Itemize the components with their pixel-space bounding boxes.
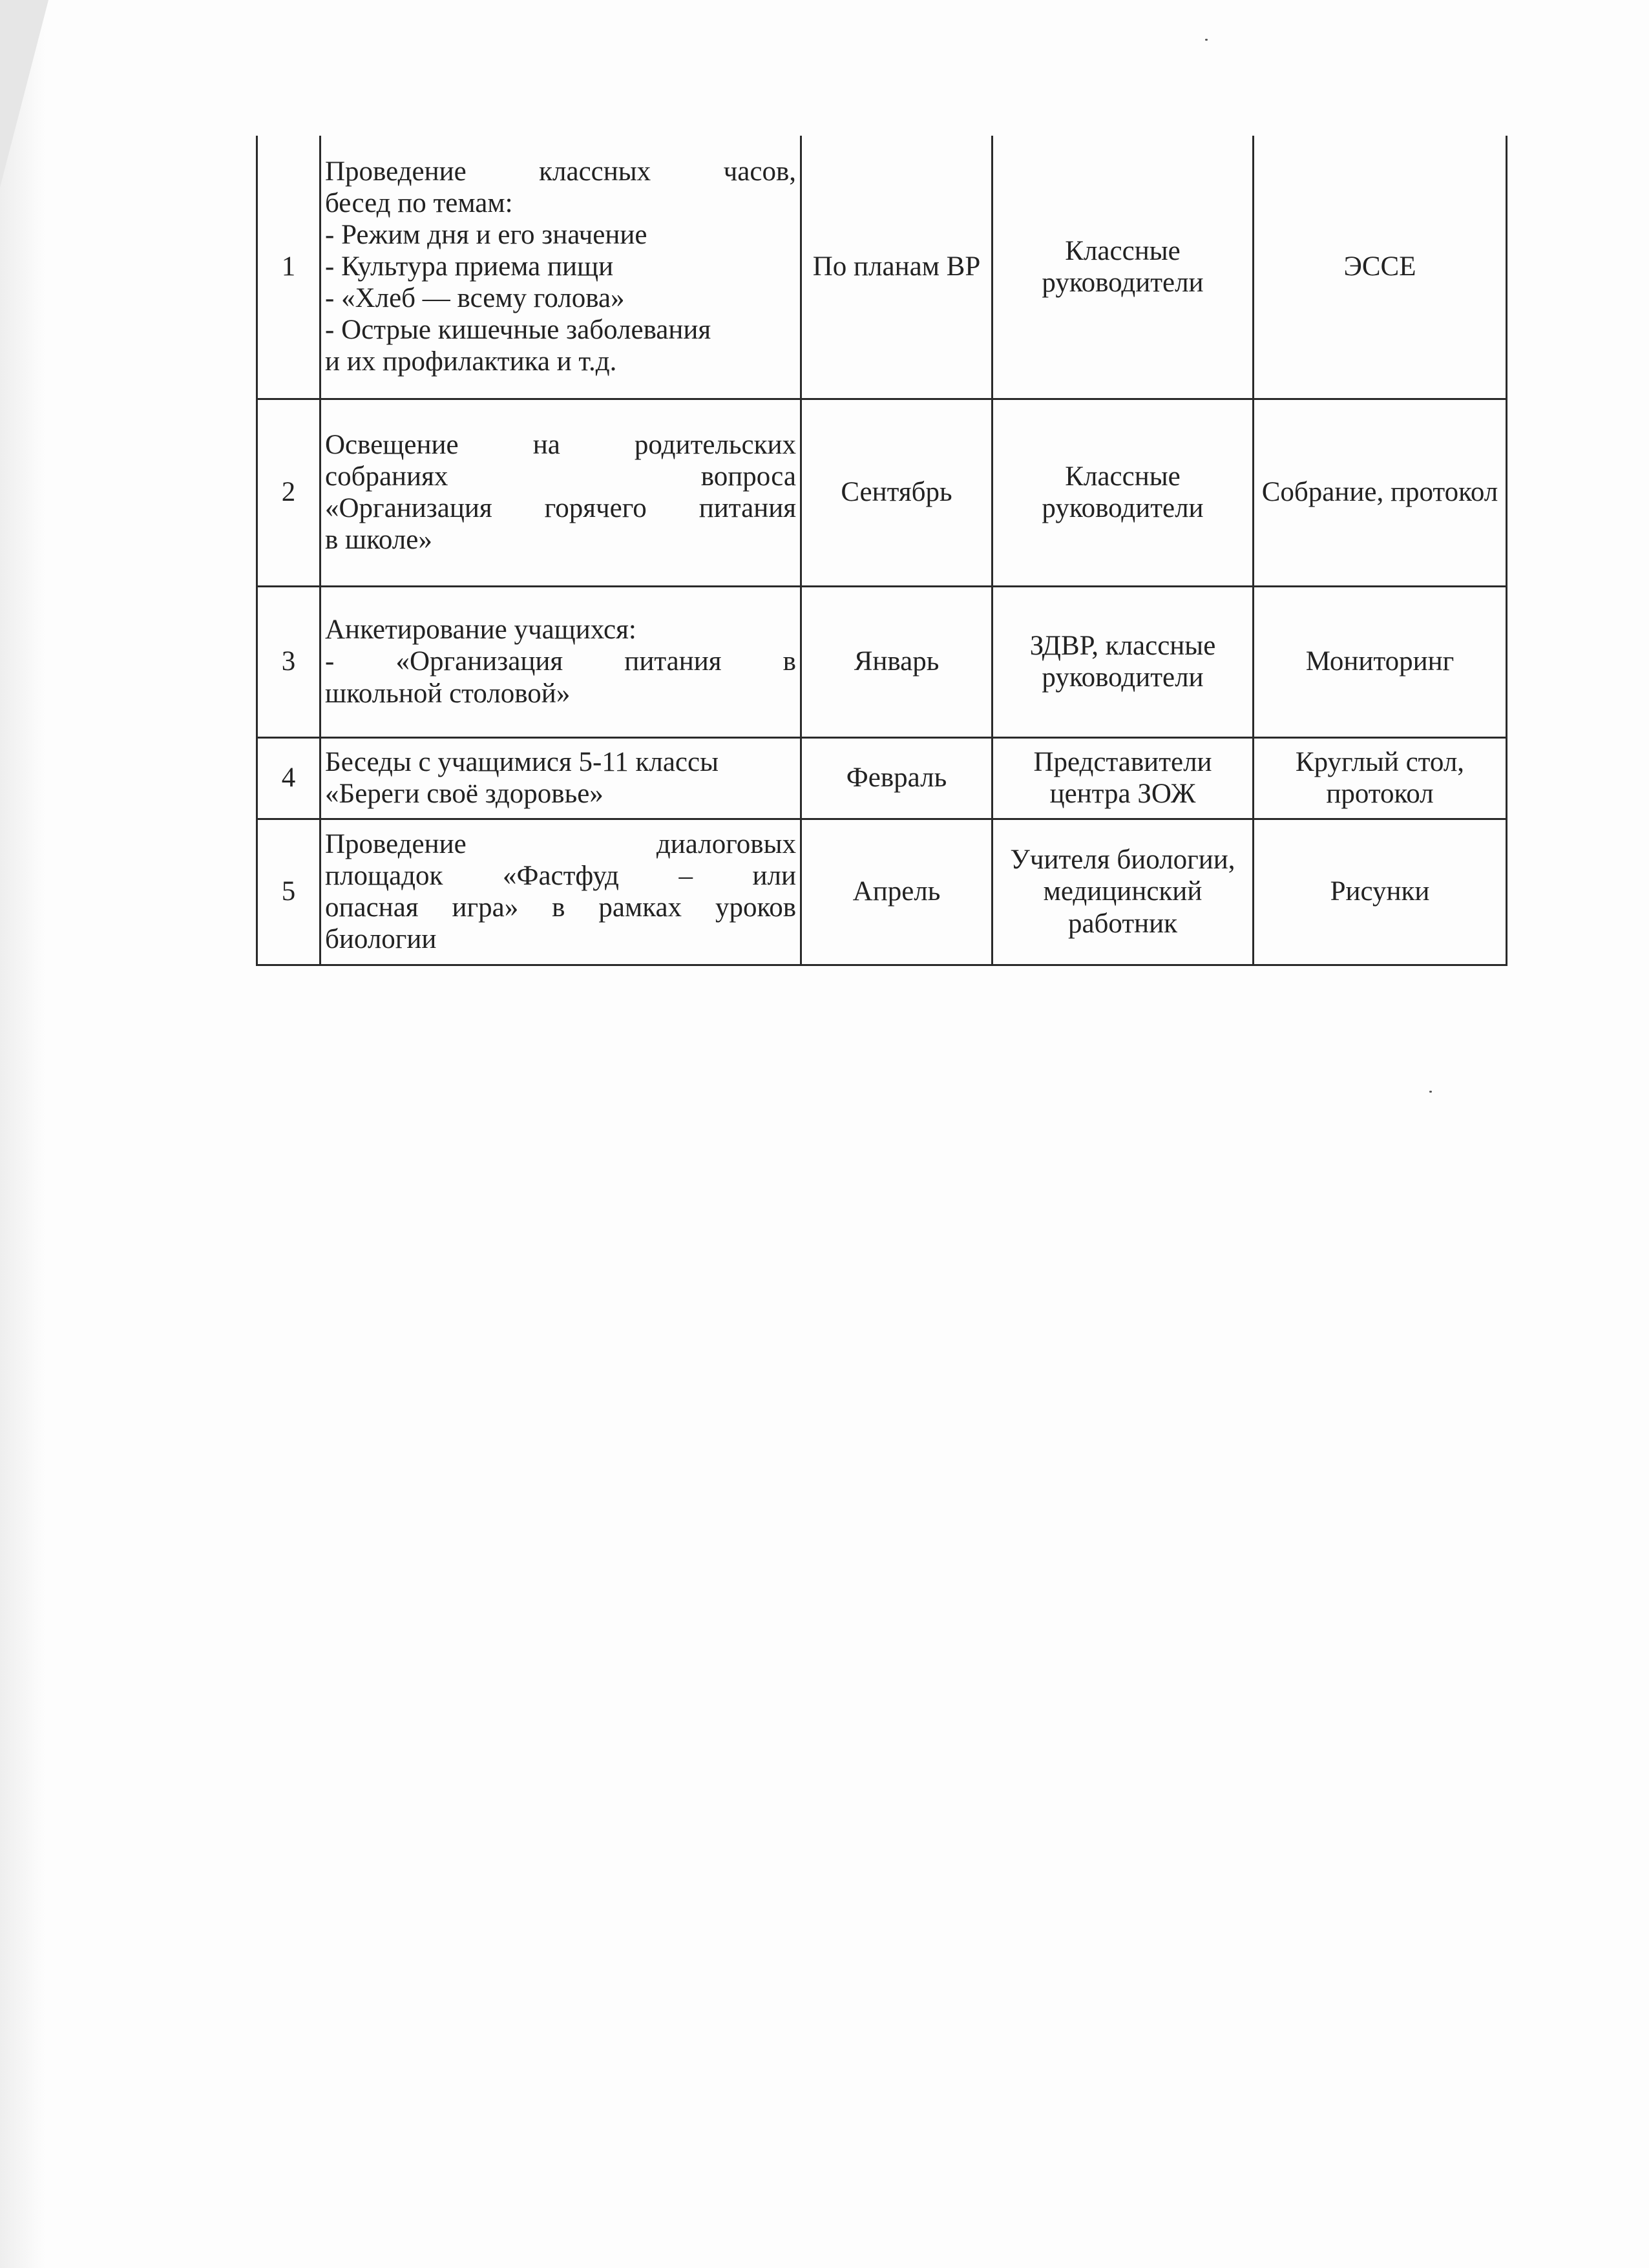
activity-line: Анкетирование учащихся: [325, 614, 636, 646]
date-cell: Сентябрь [801, 399, 993, 586]
activity-line: школьной столовой» [325, 678, 571, 709]
responsible-cell: ЗДВР, классные руководители [993, 586, 1254, 737]
row-number: 5 [257, 819, 320, 965]
activity-line: - Острые кишечные заболевания [325, 315, 711, 346]
table-row [257, 737, 1507, 819]
activity-line: Проведение диалоговых [325, 828, 796, 859]
date-cell: Февраль [801, 737, 993, 819]
row-number: 4 [257, 737, 320, 819]
row-number: 3 [257, 586, 320, 737]
date-cell: Январь [801, 586, 993, 737]
activity-line: собраниях вопроса [325, 461, 796, 492]
row-number: 2 [257, 399, 320, 586]
activity-line: - Культура приема пищи [325, 251, 614, 282]
result-cell: Рисунки [1254, 819, 1507, 965]
result-cell: Собрание, протокол [1254, 399, 1507, 586]
activity-line: - «Хлеб — всему голова» [325, 283, 625, 314]
activity-line: - «Организация питания в [325, 646, 796, 677]
activity-line: - Режим дня и его значение [325, 220, 647, 251]
responsible-cell: Учителя биологии, медицинский работник [993, 819, 1254, 965]
scan-shadow-edge [0, 0, 45, 2268]
activity-cell [320, 136, 801, 399]
activity-cell [320, 399, 801, 586]
activity-line: площадок «Фастфуд – или [325, 860, 796, 891]
activity-cell [320, 737, 801, 819]
activity-line: Беседы с учащимися 5-11 классы [325, 746, 719, 777]
table-row [257, 136, 1507, 399]
activity-line: Проведение классных часов, [325, 156, 796, 187]
responsible-cell: Классные руководители [993, 399, 1254, 586]
activities-table [256, 136, 1507, 966]
activity-line: Освещение на родительских [325, 429, 796, 460]
responsible-cell: Представители центра ЗОЖ [993, 737, 1254, 819]
scan-speck [1205, 39, 1208, 41]
table-row [257, 399, 1507, 586]
scan-speck [1429, 1091, 1432, 1093]
row-number: 1 [257, 136, 320, 399]
folded-corner [0, 0, 48, 187]
activity-cell [320, 586, 801, 737]
activity-line: «Организация горячего питания [325, 493, 796, 523]
activity-line: в школе» [325, 525, 432, 556]
activity-cell [320, 819, 801, 965]
activity-line: биологии [325, 924, 437, 955]
table-row [257, 819, 1507, 965]
date-cell: Апрель [801, 819, 993, 965]
date-cell: По планам ВР [801, 136, 993, 399]
result-cell: ЭССЕ [1254, 136, 1507, 399]
responsible-cell: Классные руководители [993, 136, 1254, 399]
result-cell: Круглый стол, протокол [1254, 737, 1507, 819]
activity-line: и их профилактика и т.д. [325, 346, 617, 377]
activity-line: «Береги своё здоровье» [325, 779, 604, 809]
activity-line: опасная игра» в рамках уроков [325, 892, 796, 923]
activity-line: бесед по темам: [325, 188, 513, 219]
table-row [257, 586, 1507, 737]
result-cell: Мониторинг [1254, 586, 1507, 737]
